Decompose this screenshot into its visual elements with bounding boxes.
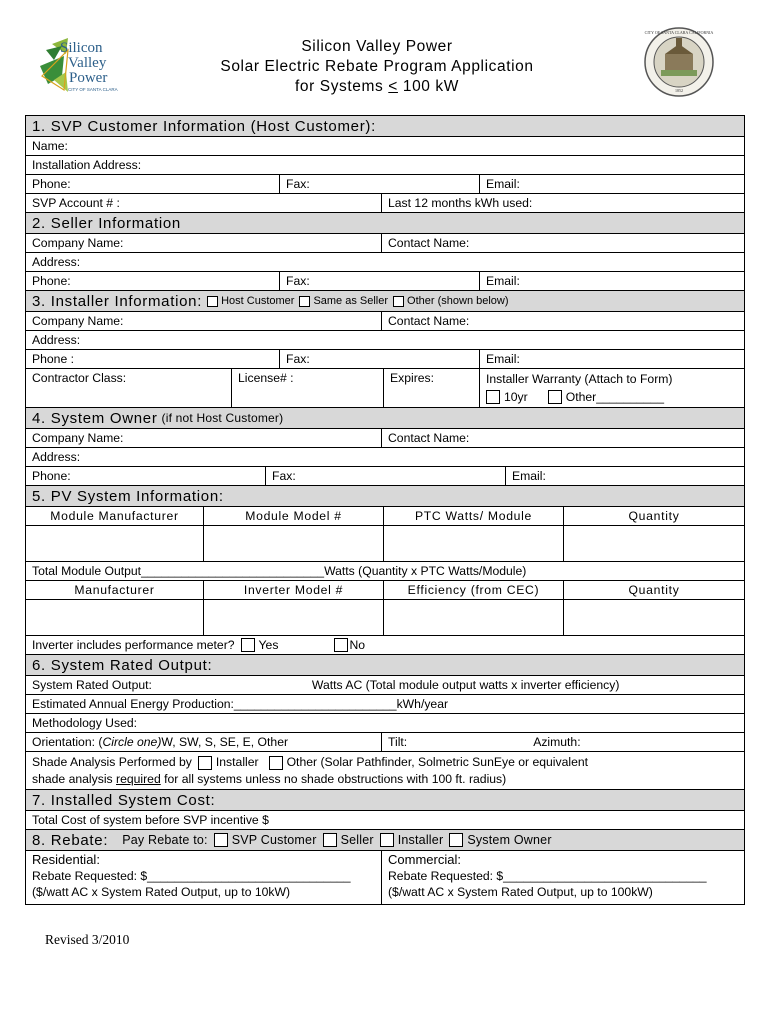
warranty-other-checkbox[interactable] (548, 390, 562, 404)
owner-address-field[interactable]: Address: (32, 450, 81, 464)
installation-address-field[interactable]: Installation Address: (32, 158, 142, 172)
installer-address-field[interactable]: Address: (32, 333, 81, 347)
page-title (160, 37, 594, 97)
seller-fax-field[interactable]: Fax: (280, 272, 480, 290)
svg-text:Power: Power (69, 70, 108, 86)
contractor-class-field[interactable]: Contractor Class: (26, 369, 232, 407)
customer-email-field[interactable]: Email: (486, 177, 520, 191)
inverter-model-input[interactable] (204, 600, 384, 635)
section-8-header: 8. Rebate: Pay Rebate to: SVP Customer Seller Installer System Owner (26, 830, 744, 851)
seller-contact-field[interactable]: Contact Name: (388, 236, 470, 250)
svg-text:CITY OF SANTA CLARA CALIFORNIA: CITY OF SANTA CLARA CALIFORNIA (644, 30, 714, 35)
ptc-watts-input[interactable] (384, 526, 564, 561)
svg-text:1852: 1852 (675, 88, 683, 93)
total-module-output-field[interactable]: Total Module Output___________________________Watts (Quantity x PTC Watts/Module) (32, 564, 527, 578)
installer-phone-field[interactable]: Phone : (26, 350, 280, 368)
page-header (0, 0, 768, 112)
methodology-field[interactable]: Methodology Used: (32, 716, 138, 730)
residential-rebate[interactable]: Residential: Rebate Requested: $______________________________ ($/watt AC x System Rated Output, up to 10kW) (26, 851, 382, 904)
pay-svp-customer-checkbox[interactable] (214, 833, 228, 847)
city-seal (643, 26, 715, 98)
warranty-10yr-checkbox[interactable] (486, 390, 500, 404)
section-4-header: 4. System Owner (if not Host Customer) (26, 408, 744, 429)
installer-other-checkbox[interactable] (393, 296, 404, 307)
tilt-azimuth-field[interactable]: Tilt: Azimuth: (388, 735, 581, 749)
svp-logo (38, 36, 122, 98)
performance-meter-row: Inverter includes performance meter? Yes No (32, 638, 366, 652)
inverter-quantity-input[interactable] (564, 600, 744, 635)
module-quantity-input[interactable] (564, 526, 744, 561)
system-rated-output-field[interactable]: System Rated Output: Watts AC (Total module output watts x inverter efficiency) (32, 678, 620, 692)
shade-installer-checkbox[interactable] (198, 756, 212, 770)
seller-company-field[interactable]: Company Name: (26, 234, 382, 252)
application-form (25, 115, 745, 905)
customer-name-field[interactable]: Name: (32, 139, 68, 153)
owner-company-field[interactable]: Company Name: (26, 429, 382, 447)
section-6-header: 6. System Rated Output: (26, 655, 744, 676)
pay-installer-checkbox[interactable] (380, 833, 394, 847)
seller-address-field[interactable]: Address: (32, 255, 81, 269)
title-line-2: Solar Electric Rebate Program Application (220, 58, 534, 75)
section-7-header: 7. Installed System Cost: (26, 790, 744, 811)
module-model-header: Module Model # (204, 507, 384, 525)
module-manufacturer-header: Module Manufacturer (26, 507, 204, 525)
meter-yes-checkbox[interactable] (241, 638, 255, 652)
shade-analysis-row: Shade Analysis Performed by Installer Other (Solar Pathfinder, Solmetric SunEye or equivalent shade analysis required for all systems unless no shade obstructions with 100 ft. radius) (32, 755, 589, 786)
svg-text:Silicon: Silicon (60, 40, 103, 56)
inverter-manufacturer-input[interactable] (26, 600, 204, 635)
title-line-3: for Systems < 100 kW (294, 78, 460, 95)
pay-seller-checkbox[interactable] (323, 833, 337, 847)
kwh-used-field[interactable]: Last 12 months kWh used: (388, 196, 533, 210)
installer-company-field[interactable]: Company Name: (26, 312, 382, 330)
ptc-watts-header: PTC Watts/ Module (384, 507, 564, 525)
total-cost-field[interactable]: Total Cost of system before SVP incentive $ (32, 813, 269, 827)
installer-contact-field[interactable]: Contact Name: (388, 314, 470, 328)
module-model-input[interactable] (204, 526, 384, 561)
section-2-header: 2. Seller Information (26, 213, 744, 234)
svp-account-field[interactable]: SVP Account # : (26, 194, 382, 212)
module-quantity-header: Quantity (628, 509, 680, 523)
title-line-1: Silicon Valley Power (301, 38, 453, 55)
section-3-header: 3. Installer Information: Host Customer Same as Seller Other (shown below) (26, 291, 744, 312)
efficiency-header: Efficiency (from CEC) (384, 581, 564, 599)
customer-fax-field[interactable]: Fax: (280, 175, 480, 193)
expires-field[interactable]: Expires: (384, 369, 480, 407)
owner-email-field[interactable]: Email: (512, 469, 546, 483)
installer-host-checkbox[interactable] (207, 296, 218, 307)
owner-phone-field[interactable]: Phone: (26, 467, 266, 485)
meter-no-checkbox[interactable] (334, 638, 348, 652)
installer-email-field[interactable]: Email: (486, 352, 520, 366)
installer-seller-checkbox[interactable] (299, 296, 310, 307)
owner-contact-field[interactable]: Contact Name: (388, 431, 470, 445)
efficiency-input[interactable] (384, 600, 564, 635)
annual-energy-field[interactable]: Estimated Annual Energy Production:________________________kWh/year (32, 697, 449, 711)
seller-phone-field[interactable]: Phone: (26, 272, 280, 290)
inverter-manufacturer-header: Manufacturer (26, 581, 204, 599)
owner-fax-field[interactable]: Fax: (266, 467, 506, 485)
svg-text:CITY OF SANTA CLARA: CITY OF SANTA CLARA (68, 87, 118, 92)
module-manufacturer-input[interactable] (26, 526, 204, 561)
pay-system-owner-checkbox[interactable] (449, 833, 463, 847)
installer-fax-field[interactable]: Fax: (280, 350, 480, 368)
revised-date: Revised 3/2010 (45, 932, 130, 947)
commercial-rebate[interactable]: Commercial: Rebate Requested: $______________________________ ($/watt AC x System Rated Output, up to 100kW) (388, 852, 707, 899)
svg-text:Valley: Valley (68, 55, 107, 71)
seller-email-field[interactable]: Email: (486, 274, 520, 288)
customer-phone-field[interactable]: Phone: (26, 175, 280, 193)
installer-warranty: Installer Warranty (Attach to Form) 10yr Other__________ (486, 372, 673, 404)
section-1-header: 1. SVP Customer Information (Host Customer): (26, 116, 744, 137)
shade-other-checkbox[interactable] (269, 756, 283, 770)
orientation-field[interactable]: Orientation: ( Circle one) W, SW, S, SE, E, Other (26, 733, 382, 751)
inverter-model-header: Inverter Model # (204, 581, 384, 599)
section-5-header: 5. PV System Information: (26, 486, 744, 507)
inverter-quantity-header: Quantity (628, 583, 680, 597)
license-field[interactable]: License# : (232, 369, 384, 407)
